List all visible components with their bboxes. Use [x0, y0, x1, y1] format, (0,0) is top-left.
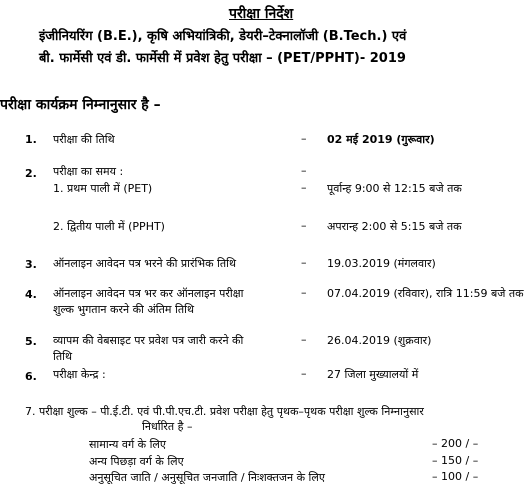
item-number: 1. [25, 133, 37, 146]
shift-1-time: पूर्वान्ह 9:00 से 12:15 बजे तक [327, 182, 462, 195]
page-title: परीक्षा निर्देश [229, 6, 294, 22]
application-last-date: 07.04.2019 (रविवार), रात्रि 11:59 बजे तक [327, 287, 524, 300]
item-label: परीक्षा का समय : [53, 165, 124, 178]
fee-amount: – 200 / – [432, 437, 479, 450]
item-dash: – [301, 286, 307, 299]
admit-card-date: 26.04.2019 (शुक्रवार) [327, 334, 432, 347]
shift-1-label: 1. प्रथम पाली में (PET) [53, 182, 153, 195]
item-dash: – [301, 164, 307, 177]
exam-date-value: 02 मई 2019 (गुरूवार) [327, 133, 435, 146]
exam-centres-value: 27 जिला मुख्यालयों में [327, 368, 419, 381]
item-dash: – [301, 132, 307, 145]
item-number: 6. [25, 370, 37, 383]
fee-amount: – 100 / – [432, 470, 479, 483]
item-number: 2. [25, 167, 37, 180]
item-label: व्यापम की वेबसाइट पर प्रवेश पत्र जारी करने की [53, 334, 244, 347]
fee-amount: – 150 / – [432, 454, 479, 467]
item-label-line-2: शुल्क भुगतान करने की अंतिम तिथि [53, 303, 194, 316]
item-dash: – [301, 256, 307, 269]
item-label: ऑनलाइन आवेदन पत्र भरने की प्रारंभिक तिथि [53, 257, 237, 270]
item-number: 5. [25, 335, 37, 348]
item-number: 3. [25, 258, 37, 271]
item-dash: – [301, 333, 307, 346]
item-label: ऑनलाइन आवेदन पत्र भर कर ऑनलाइन परीक्षा [53, 287, 244, 300]
header-line-2: बी. फार्मेसी एवं डी. फार्मेसी में प्रवेश हेतु परीक्षा – (PET/PPHT)- 2019 [39, 51, 406, 66]
fee-category: अनुसूचित जाति / अनुसूचित जनजाति / निःशक्तजन के लिए [89, 471, 325, 484]
fee-heading: 7. परीक्षा शुल्क – पी.ई.टी. एवं पी.पी.एच.टी. प्रवेश परीक्षा हेतु पृथक–पृथक परीक्षा शुल्क निम्नानुसार [25, 405, 424, 418]
shift-2-label: 2. द्वितीय पाली में (PPHT) [53, 220, 165, 233]
item-label-line-2: तिथि [53, 350, 72, 363]
fee-category: अन्य पिछड़ा वर्ग के लिए [89, 455, 184, 468]
item-dash: – [301, 367, 307, 380]
item-label: परीक्षा की तिथि [53, 133, 115, 146]
item-dash: – [301, 219, 307, 232]
application-start-date: 19.03.2019 (मंगलवार) [327, 257, 436, 270]
item-number: 4. [25, 288, 37, 301]
fee-heading-line-2: निर्धारित है – [142, 420, 193, 433]
item-label: परीक्षा केन्द्र : [53, 368, 106, 381]
shift-2-time: अपरान्ह 2:00 से 5:15 बजे तक [327, 220, 462, 233]
header-line-1: इंजीनियरिंग (B.E.), कृषि अभियांत्रिकी, डेयरी–टेक्नालॉजी (B.Tech.) एवं [39, 29, 407, 44]
program-heading: परीक्षा कार्यक्रम निम्नानुसार है – [0, 97, 161, 113]
item-dash: – [301, 181, 307, 194]
fee-category: सामान्य वर्ग के लिए [89, 438, 166, 451]
